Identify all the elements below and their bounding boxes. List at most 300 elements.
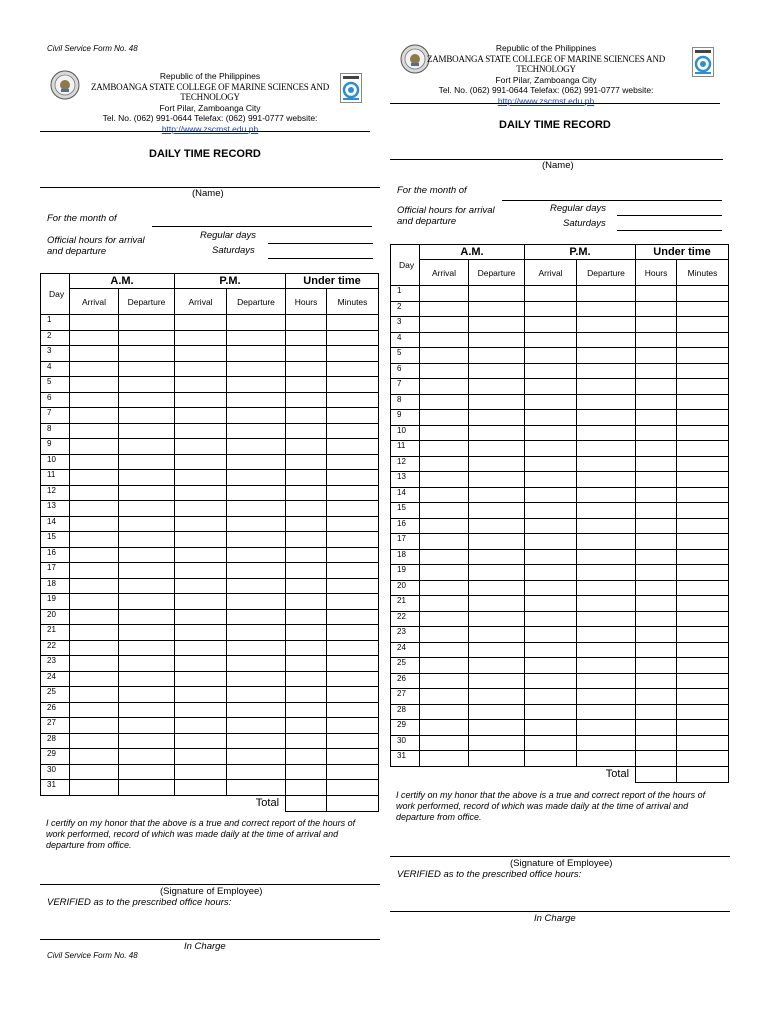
pm-arrival-cell[interactable]	[175, 392, 227, 408]
undertime-minutes-cell[interactable]	[327, 532, 379, 548]
undertime-minutes-cell[interactable]	[677, 549, 729, 565]
pm-arrival-cell[interactable]	[175, 578, 227, 594]
am-arrival-cell[interactable]	[420, 673, 469, 689]
am-departure-cell[interactable]	[469, 611, 525, 627]
am-arrival-cell[interactable]	[420, 534, 469, 550]
undertime-minutes-cell[interactable]	[677, 348, 729, 364]
undertime-minutes-cell[interactable]	[677, 472, 729, 488]
pm-departure-cell[interactable]	[577, 580, 636, 596]
pm-arrival-cell[interactable]	[525, 751, 577, 767]
am-departure-cell[interactable]	[469, 301, 525, 317]
pm-departure-cell[interactable]	[577, 611, 636, 627]
pm-departure-cell[interactable]	[227, 594, 286, 610]
am-arrival-cell[interactable]	[70, 454, 119, 470]
pm-departure-cell[interactable]	[227, 532, 286, 548]
undertime-minutes-cell[interactable]	[327, 733, 379, 749]
pm-arrival-cell[interactable]	[175, 330, 227, 346]
pm-arrival-cell[interactable]	[175, 780, 227, 796]
undertime-hours-cell[interactable]	[636, 286, 677, 302]
am-arrival-cell[interactable]	[420, 611, 469, 627]
am-arrival-cell[interactable]	[420, 441, 469, 457]
am-departure-cell[interactable]	[469, 704, 525, 720]
am-arrival-cell[interactable]	[420, 410, 469, 426]
pm-departure-cell[interactable]	[577, 642, 636, 658]
undertime-minutes-cell[interactable]	[677, 534, 729, 550]
pm-arrival-cell[interactable]	[175, 408, 227, 424]
undertime-hours-cell[interactable]	[636, 611, 677, 627]
am-arrival-cell[interactable]	[420, 363, 469, 379]
undertime-minutes-cell[interactable]	[677, 642, 729, 658]
am-arrival-cell[interactable]	[70, 687, 119, 703]
undertime-hours-cell[interactable]	[286, 764, 327, 780]
am-departure-cell[interactable]	[119, 516, 175, 532]
undertime-minutes-cell[interactable]	[327, 578, 379, 594]
undertime-hours-cell[interactable]	[636, 673, 677, 689]
undertime-minutes-cell[interactable]	[677, 441, 729, 457]
am-arrival-cell[interactable]	[420, 286, 469, 302]
pm-departure-cell[interactable]	[577, 456, 636, 472]
am-arrival-cell[interactable]	[70, 594, 119, 610]
undertime-minutes-cell[interactable]	[677, 720, 729, 736]
pm-arrival-cell[interactable]	[525, 549, 577, 565]
am-departure-cell[interactable]	[119, 640, 175, 656]
am-arrival-cell[interactable]	[420, 658, 469, 674]
undertime-minutes-cell[interactable]	[327, 454, 379, 470]
pm-departure-cell[interactable]	[227, 361, 286, 377]
pm-arrival-cell[interactable]	[525, 704, 577, 720]
am-arrival-cell[interactable]	[70, 702, 119, 718]
pm-departure-cell[interactable]	[227, 609, 286, 625]
am-departure-cell[interactable]	[469, 735, 525, 751]
undertime-minutes-cell[interactable]	[327, 671, 379, 687]
pm-arrival-cell[interactable]	[525, 286, 577, 302]
pm-departure-cell[interactable]	[227, 330, 286, 346]
undertime-minutes-cell[interactable]	[327, 516, 379, 532]
am-departure-cell[interactable]	[469, 441, 525, 457]
am-departure-cell[interactable]	[119, 423, 175, 439]
pm-arrival-cell[interactable]	[525, 363, 577, 379]
pm-departure-cell[interactable]	[577, 627, 636, 643]
undertime-minutes-cell[interactable]	[677, 596, 729, 612]
pm-departure-cell[interactable]	[577, 596, 636, 612]
am-arrival-cell[interactable]	[70, 547, 119, 563]
college-website-link[interactable]: http://www.zscmst.edu.ph	[497, 95, 595, 106]
pm-departure-cell[interactable]	[227, 501, 286, 517]
undertime-minutes-cell[interactable]	[677, 580, 729, 596]
undertime-hours-cell[interactable]	[286, 733, 327, 749]
undertime-hours-cell[interactable]	[286, 423, 327, 439]
am-departure-cell[interactable]	[119, 485, 175, 501]
am-arrival-cell[interactable]	[70, 361, 119, 377]
am-departure-cell[interactable]	[119, 702, 175, 718]
pm-departure-cell[interactable]	[227, 315, 286, 331]
pm-departure-cell[interactable]	[227, 439, 286, 455]
undertime-hours-cell[interactable]	[286, 330, 327, 346]
am-departure-cell[interactable]	[119, 408, 175, 424]
undertime-hours-cell[interactable]	[636, 518, 677, 534]
undertime-minutes-cell[interactable]	[327, 377, 379, 393]
undertime-minutes-cell[interactable]	[327, 392, 379, 408]
undertime-hours-cell[interactable]	[286, 439, 327, 455]
am-departure-cell[interactable]	[469, 642, 525, 658]
undertime-minutes-cell[interactable]	[677, 456, 729, 472]
am-arrival-cell[interactable]	[70, 563, 119, 579]
am-departure-cell[interactable]	[119, 377, 175, 393]
am-departure-cell[interactable]	[469, 503, 525, 519]
pm-arrival-cell[interactable]	[175, 687, 227, 703]
am-arrival-cell[interactable]	[420, 518, 469, 534]
pm-arrival-cell[interactable]	[175, 439, 227, 455]
pm-departure-cell[interactable]	[227, 625, 286, 641]
pm-departure-cell[interactable]	[577, 658, 636, 674]
pm-departure-cell[interactable]	[227, 423, 286, 439]
am-arrival-cell[interactable]	[70, 408, 119, 424]
undertime-hours-cell[interactable]	[636, 410, 677, 426]
pm-departure-cell[interactable]	[227, 718, 286, 734]
undertime-minutes-cell[interactable]	[677, 425, 729, 441]
pm-departure-cell[interactable]	[577, 425, 636, 441]
undertime-hours-cell[interactable]	[286, 361, 327, 377]
pm-departure-cell[interactable]	[577, 518, 636, 534]
am-arrival-cell[interactable]	[420, 394, 469, 410]
am-arrival-cell[interactable]	[70, 439, 119, 455]
pm-departure-cell[interactable]	[577, 704, 636, 720]
undertime-hours-cell[interactable]	[636, 456, 677, 472]
pm-arrival-cell[interactable]	[175, 609, 227, 625]
pm-arrival-cell[interactable]	[525, 301, 577, 317]
undertime-hours-cell[interactable]	[636, 301, 677, 317]
am-departure-cell[interactable]	[119, 687, 175, 703]
undertime-minutes-cell[interactable]	[677, 565, 729, 581]
undertime-hours-cell[interactable]	[636, 441, 677, 457]
am-arrival-cell[interactable]	[70, 392, 119, 408]
am-departure-cell[interactable]	[469, 565, 525, 581]
undertime-minutes-cell[interactable]	[327, 609, 379, 625]
am-arrival-cell[interactable]	[420, 720, 469, 736]
undertime-minutes-cell[interactable]	[677, 363, 729, 379]
am-arrival-cell[interactable]	[420, 627, 469, 643]
undertime-hours-cell[interactable]	[636, 580, 677, 596]
total-minutes-cell[interactable]	[677, 766, 729, 782]
am-departure-cell[interactable]	[119, 625, 175, 641]
am-arrival-cell[interactable]	[420, 704, 469, 720]
pm-departure-cell[interactable]	[577, 534, 636, 550]
am-departure-cell[interactable]	[469, 456, 525, 472]
pm-departure-cell[interactable]	[227, 392, 286, 408]
undertime-minutes-cell[interactable]	[677, 658, 729, 674]
pm-arrival-cell[interactable]	[525, 735, 577, 751]
undertime-minutes-cell[interactable]	[327, 501, 379, 517]
pm-arrival-cell[interactable]	[175, 423, 227, 439]
pm-arrival-cell[interactable]	[175, 361, 227, 377]
pm-departure-cell[interactable]	[577, 720, 636, 736]
am-departure-cell[interactable]	[119, 609, 175, 625]
am-arrival-cell[interactable]	[70, 764, 119, 780]
pm-departure-cell[interactable]	[577, 549, 636, 565]
pm-arrival-cell[interactable]	[175, 547, 227, 563]
am-arrival-cell[interactable]	[420, 317, 469, 333]
am-departure-cell[interactable]	[469, 425, 525, 441]
am-departure-cell[interactable]	[469, 487, 525, 503]
undertime-hours-cell[interactable]	[636, 549, 677, 565]
undertime-hours-cell[interactable]	[286, 501, 327, 517]
am-arrival-cell[interactable]	[420, 456, 469, 472]
undertime-minutes-cell[interactable]	[327, 749, 379, 765]
undertime-hours-cell[interactable]	[636, 689, 677, 705]
pm-arrival-cell[interactable]	[175, 702, 227, 718]
undertime-minutes-cell[interactable]	[677, 410, 729, 426]
pm-arrival-cell[interactable]	[175, 764, 227, 780]
pm-departure-cell[interactable]	[577, 286, 636, 302]
pm-departure-cell[interactable]	[227, 578, 286, 594]
undertime-hours-cell[interactable]	[286, 671, 327, 687]
pm-departure-cell[interactable]	[577, 348, 636, 364]
am-arrival-cell[interactable]	[420, 472, 469, 488]
undertime-hours-cell[interactable]	[636, 332, 677, 348]
am-departure-cell[interactable]	[469, 394, 525, 410]
pm-departure-cell[interactable]	[577, 673, 636, 689]
pm-departure-cell[interactable]	[577, 394, 636, 410]
am-departure-cell[interactable]	[119, 346, 175, 362]
am-arrival-cell[interactable]	[420, 580, 469, 596]
undertime-minutes-cell[interactable]	[327, 625, 379, 641]
am-arrival-cell[interactable]	[420, 642, 469, 658]
pm-arrival-cell[interactable]	[525, 394, 577, 410]
am-departure-cell[interactable]	[119, 718, 175, 734]
undertime-minutes-cell[interactable]	[677, 487, 729, 503]
am-departure-cell[interactable]	[119, 547, 175, 563]
pm-departure-cell[interactable]	[227, 656, 286, 672]
pm-departure-cell[interactable]	[227, 640, 286, 656]
undertime-minutes-cell[interactable]	[327, 315, 379, 331]
undertime-hours-cell[interactable]	[636, 472, 677, 488]
pm-arrival-cell[interactable]	[175, 563, 227, 579]
pm-arrival-cell[interactable]	[525, 534, 577, 550]
am-arrival-cell[interactable]	[420, 751, 469, 767]
pm-departure-cell[interactable]	[227, 563, 286, 579]
am-departure-cell[interactable]	[119, 733, 175, 749]
am-departure-cell[interactable]	[469, 472, 525, 488]
am-departure-cell[interactable]	[119, 501, 175, 517]
pm-departure-cell[interactable]	[577, 332, 636, 348]
pm-arrival-cell[interactable]	[175, 501, 227, 517]
am-arrival-cell[interactable]	[70, 625, 119, 641]
pm-arrival-cell[interactable]	[525, 503, 577, 519]
pm-departure-cell[interactable]	[577, 565, 636, 581]
undertime-minutes-cell[interactable]	[327, 439, 379, 455]
undertime-hours-cell[interactable]	[286, 470, 327, 486]
undertime-minutes-cell[interactable]	[677, 673, 729, 689]
pm-arrival-cell[interactable]	[525, 487, 577, 503]
am-arrival-cell[interactable]	[420, 301, 469, 317]
undertime-minutes-cell[interactable]	[677, 317, 729, 333]
pm-arrival-cell[interactable]	[525, 456, 577, 472]
undertime-hours-cell[interactable]	[636, 394, 677, 410]
pm-departure-cell[interactable]	[227, 671, 286, 687]
undertime-minutes-cell[interactable]	[677, 518, 729, 534]
am-departure-cell[interactable]	[119, 439, 175, 455]
undertime-hours-cell[interactable]	[286, 656, 327, 672]
undertime-hours-cell[interactable]	[286, 609, 327, 625]
pm-departure-cell[interactable]	[227, 764, 286, 780]
pm-arrival-cell[interactable]	[525, 565, 577, 581]
am-arrival-cell[interactable]	[70, 780, 119, 796]
pm-departure-cell[interactable]	[227, 454, 286, 470]
am-departure-cell[interactable]	[469, 534, 525, 550]
am-arrival-cell[interactable]	[70, 516, 119, 532]
undertime-hours-cell[interactable]	[636, 487, 677, 503]
am-departure-cell[interactable]	[119, 671, 175, 687]
am-departure-cell[interactable]	[119, 361, 175, 377]
pm-arrival-cell[interactable]	[175, 733, 227, 749]
undertime-minutes-cell[interactable]	[677, 332, 729, 348]
am-departure-cell[interactable]	[469, 549, 525, 565]
am-departure-cell[interactable]	[119, 578, 175, 594]
am-departure-cell[interactable]	[119, 470, 175, 486]
pm-arrival-cell[interactable]	[525, 596, 577, 612]
pm-departure-cell[interactable]	[577, 363, 636, 379]
am-arrival-cell[interactable]	[70, 315, 119, 331]
pm-departure-cell[interactable]	[227, 702, 286, 718]
am-arrival-cell[interactable]	[70, 718, 119, 734]
am-departure-cell[interactable]	[469, 658, 525, 674]
undertime-hours-cell[interactable]	[286, 578, 327, 594]
pm-arrival-cell[interactable]	[175, 640, 227, 656]
undertime-hours-cell[interactable]	[286, 749, 327, 765]
pm-departure-cell[interactable]	[577, 487, 636, 503]
undertime-minutes-cell[interactable]	[677, 503, 729, 519]
am-departure-cell[interactable]	[119, 594, 175, 610]
am-arrival-cell[interactable]	[70, 656, 119, 672]
undertime-hours-cell[interactable]	[286, 377, 327, 393]
am-departure-cell[interactable]	[119, 454, 175, 470]
pm-arrival-cell[interactable]	[525, 642, 577, 658]
undertime-hours-cell[interactable]	[286, 687, 327, 703]
undertime-hours-cell[interactable]	[636, 565, 677, 581]
undertime-minutes-cell[interactable]	[677, 379, 729, 395]
pm-arrival-cell[interactable]	[175, 594, 227, 610]
undertime-hours-cell[interactable]	[286, 532, 327, 548]
am-arrival-cell[interactable]	[420, 348, 469, 364]
pm-departure-cell[interactable]	[227, 485, 286, 501]
pm-arrival-cell[interactable]	[525, 673, 577, 689]
pm-departure-cell[interactable]	[227, 547, 286, 563]
am-departure-cell[interactable]	[119, 330, 175, 346]
am-arrival-cell[interactable]	[420, 549, 469, 565]
pm-arrival-cell[interactable]	[525, 720, 577, 736]
undertime-minutes-cell[interactable]	[327, 656, 379, 672]
undertime-minutes-cell[interactable]	[677, 735, 729, 751]
pm-departure-cell[interactable]	[227, 346, 286, 362]
undertime-minutes-cell[interactable]	[677, 286, 729, 302]
undertime-hours-cell[interactable]	[286, 563, 327, 579]
am-arrival-cell[interactable]	[70, 532, 119, 548]
pm-arrival-cell[interactable]	[175, 315, 227, 331]
undertime-hours-cell[interactable]	[636, 658, 677, 674]
undertime-hours-cell[interactable]	[636, 596, 677, 612]
pm-departure-cell[interactable]	[577, 689, 636, 705]
undertime-hours-cell[interactable]	[286, 594, 327, 610]
pm-arrival-cell[interactable]	[525, 518, 577, 534]
undertime-minutes-cell[interactable]	[327, 718, 379, 734]
am-arrival-cell[interactable]	[420, 689, 469, 705]
pm-arrival-cell[interactable]	[175, 718, 227, 734]
am-departure-cell[interactable]	[469, 317, 525, 333]
pm-departure-cell[interactable]	[227, 687, 286, 703]
am-departure-cell[interactable]	[119, 563, 175, 579]
am-arrival-cell[interactable]	[420, 596, 469, 612]
pm-departure-cell[interactable]	[227, 733, 286, 749]
am-departure-cell[interactable]	[469, 379, 525, 395]
undertime-minutes-cell[interactable]	[677, 301, 729, 317]
undertime-minutes-cell[interactable]	[327, 563, 379, 579]
undertime-hours-cell[interactable]	[286, 346, 327, 362]
pm-departure-cell[interactable]	[577, 317, 636, 333]
total-hours-cell[interactable]	[286, 795, 327, 811]
am-departure-cell[interactable]	[119, 315, 175, 331]
pm-arrival-cell[interactable]	[175, 656, 227, 672]
pm-arrival-cell[interactable]	[175, 671, 227, 687]
pm-arrival-cell[interactable]	[525, 379, 577, 395]
am-departure-cell[interactable]	[469, 580, 525, 596]
undertime-minutes-cell[interactable]	[327, 485, 379, 501]
am-arrival-cell[interactable]	[70, 733, 119, 749]
am-arrival-cell[interactable]	[70, 423, 119, 439]
undertime-hours-cell[interactable]	[286, 547, 327, 563]
pm-arrival-cell[interactable]	[175, 470, 227, 486]
pm-arrival-cell[interactable]	[525, 441, 577, 457]
undertime-hours-cell[interactable]	[286, 408, 327, 424]
pm-arrival-cell[interactable]	[525, 425, 577, 441]
pm-arrival-cell[interactable]	[175, 485, 227, 501]
undertime-minutes-cell[interactable]	[327, 423, 379, 439]
am-arrival-cell[interactable]	[420, 379, 469, 395]
undertime-minutes-cell[interactable]	[677, 611, 729, 627]
am-arrival-cell[interactable]	[420, 735, 469, 751]
am-arrival-cell[interactable]	[420, 332, 469, 348]
undertime-minutes-cell[interactable]	[677, 689, 729, 705]
am-departure-cell[interactable]	[469, 518, 525, 534]
pm-departure-cell[interactable]	[577, 735, 636, 751]
undertime-hours-cell[interactable]	[636, 503, 677, 519]
am-departure-cell[interactable]	[119, 749, 175, 765]
undertime-minutes-cell[interactable]	[327, 547, 379, 563]
undertime-minutes-cell[interactable]	[327, 330, 379, 346]
undertime-hours-cell[interactable]	[636, 363, 677, 379]
undertime-minutes-cell[interactable]	[327, 470, 379, 486]
undertime-minutes-cell[interactable]	[327, 780, 379, 796]
pm-arrival-cell[interactable]	[525, 689, 577, 705]
pm-departure-cell[interactable]	[227, 408, 286, 424]
undertime-minutes-cell[interactable]	[677, 704, 729, 720]
undertime-hours-cell[interactable]	[636, 317, 677, 333]
am-departure-cell[interactable]	[469, 363, 525, 379]
pm-departure-cell[interactable]	[577, 410, 636, 426]
pm-arrival-cell[interactable]	[175, 625, 227, 641]
pm-departure-cell[interactable]	[577, 751, 636, 767]
total-hours-cell[interactable]	[636, 766, 677, 782]
am-departure-cell[interactable]	[119, 780, 175, 796]
am-departure-cell[interactable]	[469, 286, 525, 302]
undertime-minutes-cell[interactable]	[677, 627, 729, 643]
am-arrival-cell[interactable]	[70, 330, 119, 346]
pm-departure-cell[interactable]	[227, 470, 286, 486]
am-arrival-cell[interactable]	[420, 487, 469, 503]
undertime-hours-cell[interactable]	[636, 704, 677, 720]
undertime-hours-cell[interactable]	[636, 735, 677, 751]
undertime-minutes-cell[interactable]	[327, 361, 379, 377]
undertime-hours-cell[interactable]	[286, 718, 327, 734]
